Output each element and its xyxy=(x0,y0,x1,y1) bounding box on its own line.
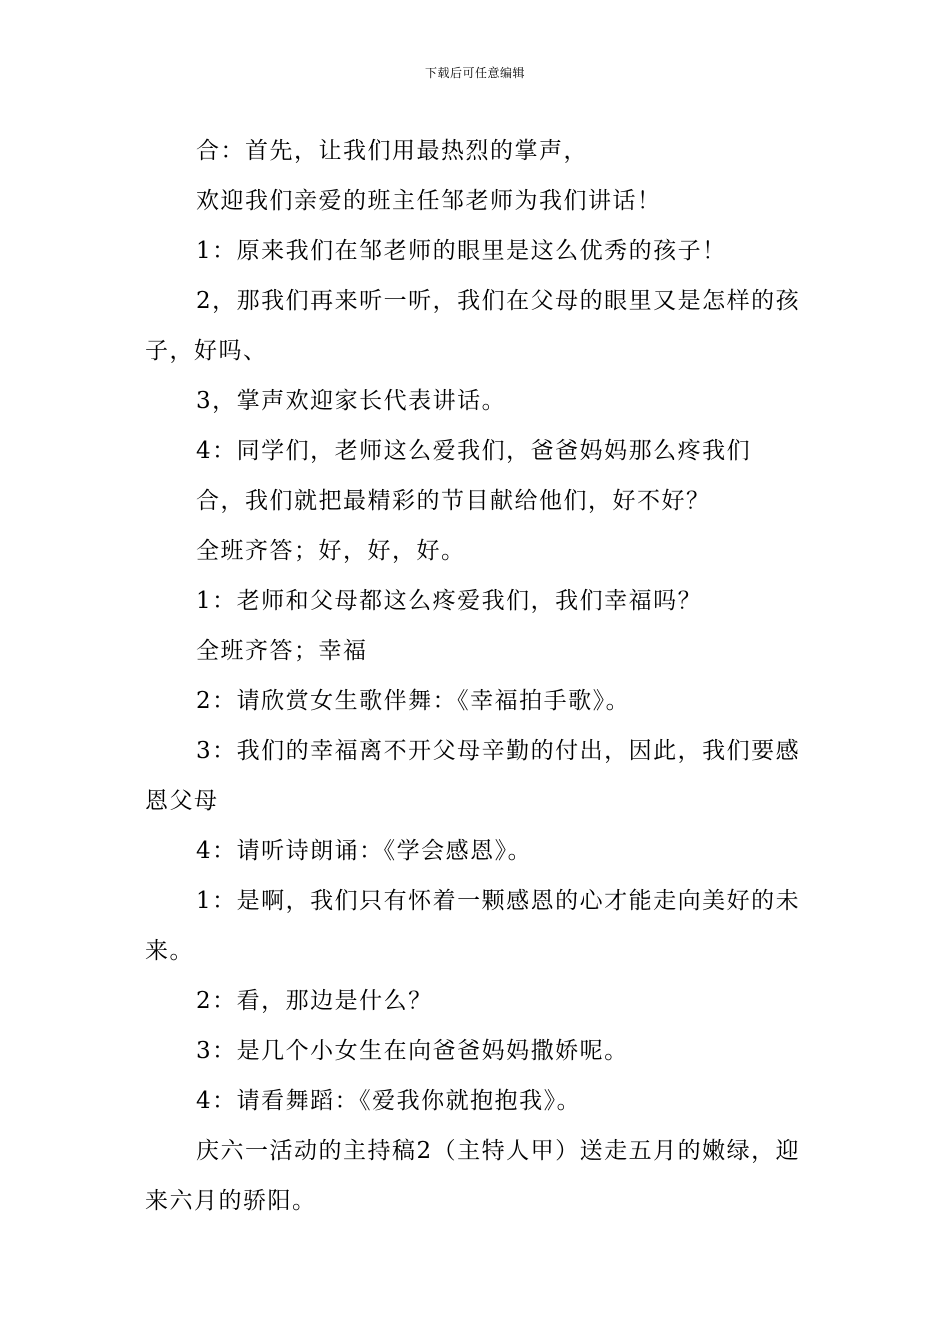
paragraph: 1：是啊，我们只有怀着一颗感恩的心才能走向美好的未来。 xyxy=(145,888,801,964)
paragraph: 合，我们就把最精彩的节目献给他们，好不好？ xyxy=(196,488,711,514)
paragraph: 4：同学们，老师这么爱我们，爸爸妈妈那么疼我们 xyxy=(196,438,752,464)
paragraph: 1：原来我们在邹老师的眼里是这么优秀的孩子！ xyxy=(196,238,727,264)
paragraph: 全班齐答；幸福 xyxy=(196,638,368,664)
paragraph: 4：请听诗朗诵：《学会感恩》。 xyxy=(196,838,533,864)
paragraph: 全班齐答；好，好，好。 xyxy=(196,538,466,564)
paragraph: 2，那我们再来听一听，我们在父母的眼里又是怎样的孩子，好吗、 xyxy=(145,288,801,364)
paragraph: 欢迎我们亲爱的班主任邹老师为我们讲话！ xyxy=(196,188,662,214)
paragraph: 3，掌声欢迎家长代表讲话。 xyxy=(196,388,507,414)
paragraph: 3：是几个小女生在向爸爸妈妈撒娇呢。 xyxy=(196,1038,629,1064)
paragraph: 2：请欣赏女生歌伴舞：《幸福拍手歌》。 xyxy=(196,688,631,714)
page-header-note: 下载后可任意编辑 xyxy=(424,66,525,80)
paragraph: 庆六一活动的主持稿2（主特人甲）送走五月的嫩绿，迎来六月的骄阳。 xyxy=(145,1138,801,1214)
paragraph: 4：请看舞蹈：《爱我你就抱抱我》。 xyxy=(196,1088,582,1114)
paragraph: 1：老师和父母都这么疼爱我们，我们幸福吗？ xyxy=(196,588,703,614)
document-body xyxy=(145,126,811,1226)
paragraph: 3：我们的幸福离不开父母辛勤的付出，因此，我们要感恩父母 xyxy=(145,738,801,814)
paragraph: 合：首先，让我们用最热烈的掌声， xyxy=(196,138,588,164)
paragraph: 2：看，那边是什么？ xyxy=(196,988,433,1014)
